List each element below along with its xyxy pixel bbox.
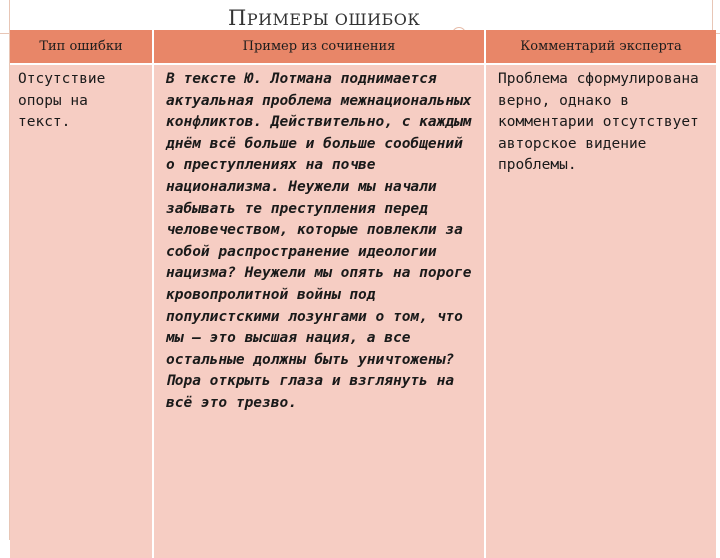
header-essay-example: Пример из сочинения [153,30,485,64]
header-error-type: Тип ошибки [10,30,153,64]
cell-expert-comment [485,64,716,558]
slide-title-rest: РИМЕРЫ ОШИБОК [246,10,421,29]
header-expert-comment: Комментарий эксперта [485,30,716,64]
error-type-text: Отсутствие опоры на текст. [18,71,106,131]
table-header-row [10,30,716,64]
table-row [10,64,716,558]
essay-example-text: В тексте Ю. Лотмана поднимается актуальная проблема межнациональных конфликтов. Действительно, с каждым днём всё больше и больше сообщений о преступлениях на почве национализма. Неужели мы начали забывать те преступления перед человечеством, которые повлекли за собой распространение идеологии нацизма? Неужели мы опять на пороге кровопролитной войны под популистскими лозунгами о том, что мы — это высшая нация, а все остальные должны быть уничтожены? Пора открыть глаза и взглянуть на всё это трезво. [166,71,472,411]
errors-table [10,30,716,558]
slide-title [228,6,420,30]
expert-comment-text: Проблема сформулирована верно, однако в комментарии отсутствует авторское видение проблемы. [498,71,699,174]
cell-error-type [10,64,153,558]
cell-essay-example [153,64,485,558]
slide-title-initial: П [228,6,247,30]
